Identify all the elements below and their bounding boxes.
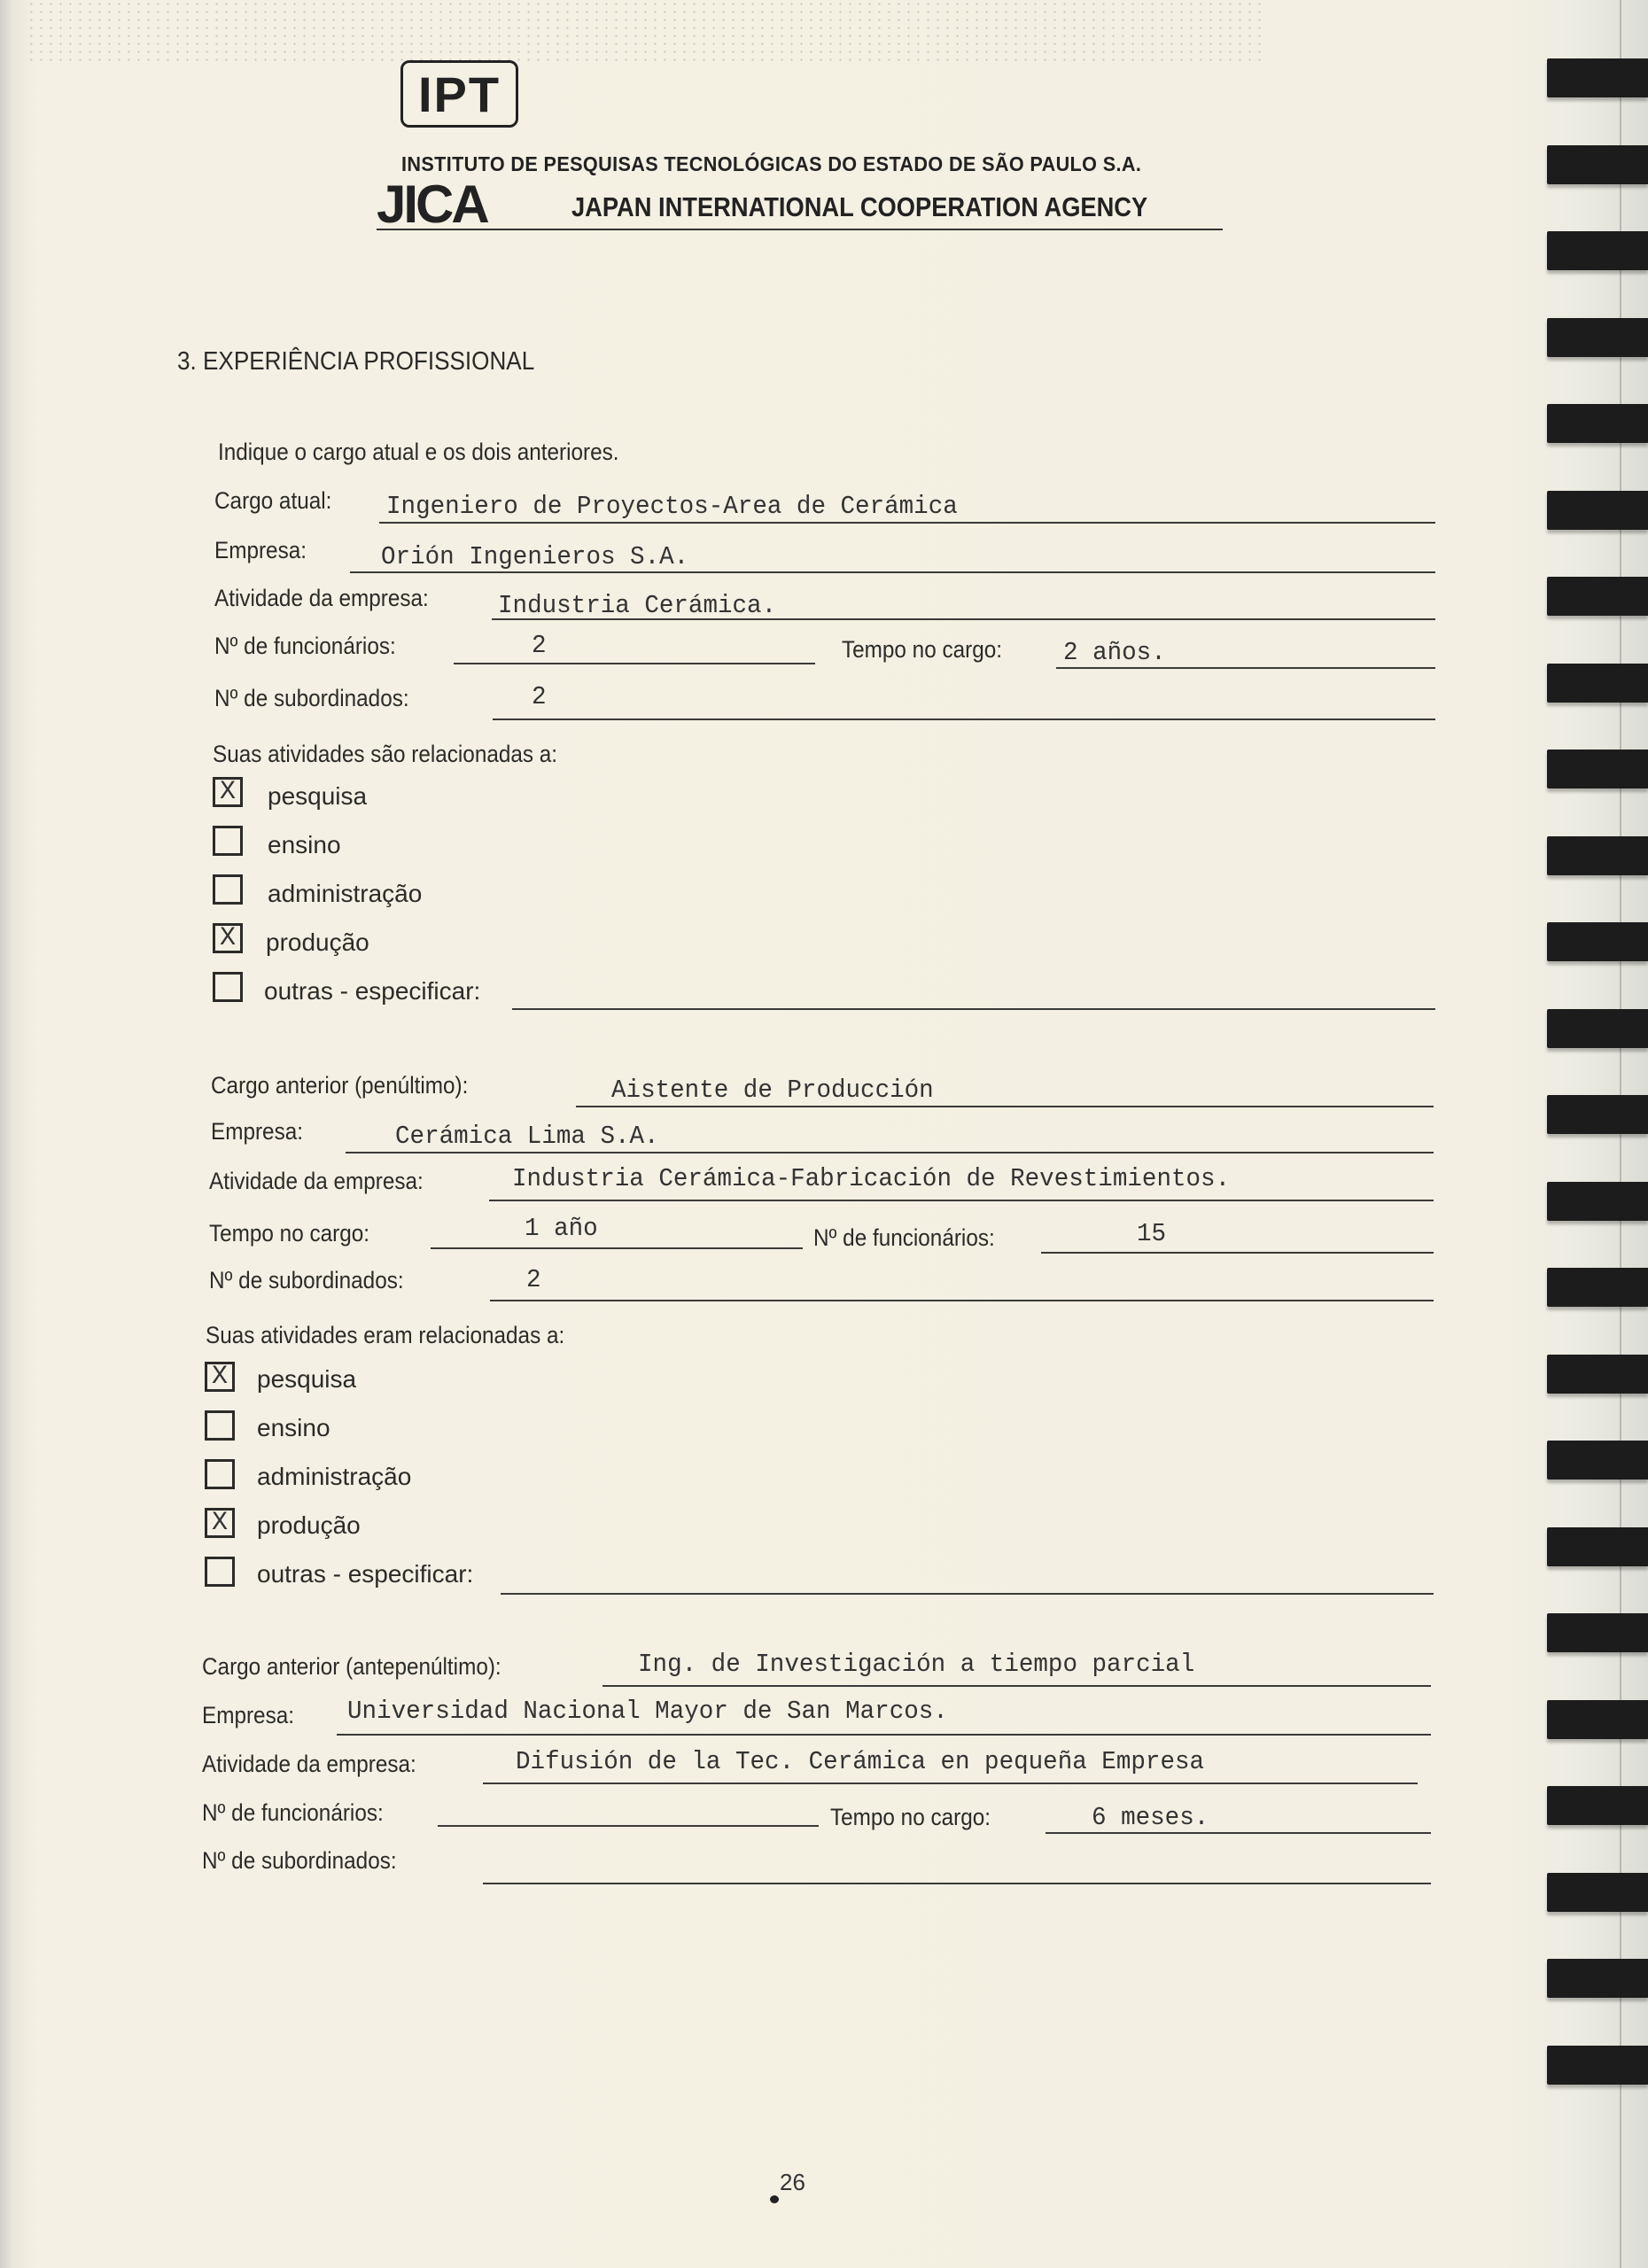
- binding-strip: [1547, 1441, 1648, 1480]
- funcionarios-line: [1041, 1252, 1434, 1254]
- jica-header: [377, 174, 1223, 234]
- cargo-antepenultimo-label: Cargo anterior (antepenúltimo):: [202, 1653, 501, 1680]
- funcionarios-label: Nº de funcionários:: [813, 1224, 995, 1251]
- checkbox-pesquisa[interactable]: X: [213, 777, 243, 807]
- checkbox-label: administração: [268, 880, 423, 907]
- binding-strip: [1547, 1095, 1648, 1134]
- checkbox-label: pesquisa: [268, 782, 368, 810]
- tempo-line: [1046, 1832, 1431, 1834]
- checkbox-label: produção: [266, 928, 369, 956]
- funcionarios-label: Nº de funcionários:: [202, 1799, 384, 1826]
- binding-strip: [1547, 836, 1648, 875]
- header-rule: [377, 229, 1223, 230]
- cargo-penultimo-field[interactable]: Aistente de Producción: [611, 1076, 934, 1105]
- binding-strip: [1547, 58, 1648, 97]
- ipt-logo: IPT: [400, 60, 518, 128]
- cargo-penultimo-line: [576, 1106, 1434, 1107]
- empresa-label: Empresa:: [214, 537, 307, 563]
- checkbox-label: ensino: [268, 831, 341, 858]
- empresa-line: [350, 571, 1435, 573]
- atividade-field[interactable]: Industria Cerámica.: [498, 591, 777, 620]
- atividade-label: Atividade da empresa:: [202, 1751, 416, 1777]
- binding-strip: [1547, 404, 1648, 443]
- checkbox-label: ensino: [257, 1414, 330, 1441]
- activities-label: Suas atividades são relacionadas a:: [213, 741, 558, 767]
- subordinados-line: [483, 1883, 1431, 1884]
- binding-strip: [1547, 1527, 1648, 1566]
- binding-strip: [1547, 750, 1648, 788]
- tempo-field[interactable]: 6 meses.: [1092, 1803, 1209, 1832]
- subordinados-label: Nº de subordinados:: [214, 685, 409, 711]
- binding-strip: [1547, 664, 1648, 703]
- spiral-binding: [1547, 0, 1648, 2268]
- funcionarios-label: Nº de funcionários:: [214, 633, 396, 659]
- binding-strip: [1547, 231, 1648, 270]
- checkbox-outras[interactable]: [213, 972, 243, 1002]
- checkbox-administracao[interactable]: [205, 1459, 235, 1489]
- binding-strip: [1547, 145, 1648, 184]
- empresa-line: [337, 1734, 1431, 1736]
- empresa-line: [346, 1152, 1434, 1153]
- binding-strip: [1547, 2046, 1648, 2085]
- cargo-antepenultimo-field[interactable]: Ing. de Investigación a tiempo parcial: [638, 1650, 1195, 1679]
- checkbox-producao[interactable]: X: [213, 923, 243, 953]
- binding-strip: [1547, 922, 1648, 961]
- binding-strip: [1547, 1009, 1648, 1048]
- institute-name: INSTITUTO DE PESQUISAS TECNOLÓGICAS DO ESTADO DE SÃO PAULO S.A.: [401, 152, 1142, 175]
- checkbox-outras[interactable]: [205, 1557, 235, 1587]
- binding-strip: [1547, 491, 1648, 530]
- subordinados-label: Nº de subordinados:: [209, 1267, 404, 1293]
- empresa-field[interactable]: Universidad Nacional Mayor de San Marcos.: [347, 1697, 948, 1726]
- checkbox-label: pesquisa: [257, 1365, 357, 1393]
- empresa-label: Empresa:: [202, 1702, 294, 1728]
- empresa-field[interactable]: Orión Ingenieros S.A.: [381, 542, 689, 571]
- tempo-field[interactable]: 1 año: [525, 1214, 598, 1243]
- checkbox-label: produção: [257, 1511, 361, 1539]
- checkbox-administracao[interactable]: [213, 874, 243, 905]
- tempo-label: Tempo no cargo:: [830, 1804, 991, 1830]
- atividade-field[interactable]: Industria Cerámica-Fabricación de Revestimientos.: [512, 1164, 1231, 1193]
- outras-line[interactable]: [501, 1593, 1434, 1595]
- checkbox-label: outras - especificar:: [264, 977, 481, 1005]
- binding-strip: [1547, 1613, 1648, 1652]
- subordinados-line: [493, 718, 1435, 720]
- atividade-line: [483, 1783, 1418, 1784]
- binding-strip: [1547, 1873, 1648, 1912]
- binding-strip: [1547, 318, 1648, 357]
- binding-strip: [1547, 1700, 1648, 1739]
- jica-logo: JICA: [377, 175, 487, 234]
- atividade-label: Atividade da empresa:: [214, 585, 429, 611]
- binding-strip: [1547, 1786, 1648, 1825]
- binding-strip: [1547, 577, 1648, 616]
- instruction-text: Indique o cargo atual e os dois anteriores.: [218, 439, 619, 465]
- cargo-atual-line: [379, 522, 1435, 524]
- funcionarios-field[interactable]: 15: [1137, 1219, 1167, 1248]
- cargo-atual-label: Cargo atual:: [214, 487, 332, 514]
- binding-strip: [1547, 1959, 1648, 1998]
- subordinados-line: [490, 1300, 1434, 1301]
- ink-blot: [770, 2195, 779, 2203]
- subordinados-label: Nº de subordinados:: [202, 1847, 397, 1874]
- cargo-antepenultimo-line: [602, 1685, 1431, 1687]
- tempo-field[interactable]: 2 años.: [1063, 638, 1166, 667]
- atividade-field[interactable]: Difusión de la Tec. Cerámica en pequeña Empresa: [516, 1747, 1205, 1776]
- funcionarios-line: [438, 1825, 819, 1827]
- funcionarios-field[interactable]: 2: [532, 631, 547, 660]
- tempo-label: Tempo no cargo:: [842, 636, 1003, 663]
- subordinados-field[interactable]: 2: [526, 1265, 541, 1294]
- checkbox-producao[interactable]: X: [205, 1508, 235, 1538]
- empresa-label: Empresa:: [211, 1118, 303, 1145]
- checkbox-pesquisa[interactable]: X: [205, 1362, 235, 1392]
- cargo-atual-field[interactable]: Ingeniero de Proyectos-Area de Cerámica: [386, 492, 958, 521]
- checkbox-label: outras - especificar:: [257, 1560, 474, 1588]
- tempo-line: [1056, 667, 1435, 669]
- funcionarios-line: [454, 663, 815, 664]
- checkbox-ensino[interactable]: [213, 826, 243, 856]
- atividade-label: Atividade da empresa:: [209, 1168, 424, 1194]
- outras-line[interactable]: [512, 1008, 1435, 1010]
- tempo-line: [431, 1247, 803, 1249]
- section-title: 3. EXPERIÊNCIA PROFISSIONAL: [177, 347, 535, 376]
- activities-label: Suas atividades eram relacionadas a:: [206, 1322, 565, 1348]
- agency-name: JAPAN INTERNATIONAL COOPERATION AGENCY: [571, 191, 1148, 222]
- subordinados-field[interactable]: 2: [532, 682, 547, 711]
- cargo-penultimo-label: Cargo anterior (penúltimo):: [211, 1072, 469, 1099]
- binding-strip: [1547, 1355, 1648, 1394]
- binding-strip: [1547, 1182, 1648, 1221]
- empresa-field[interactable]: Cerámica Lima S.A.: [395, 1122, 659, 1151]
- checkbox-label: administração: [257, 1463, 412, 1490]
- tempo-label: Tempo no cargo:: [209, 1220, 370, 1247]
- scan-speckle: [27, 0, 1267, 62]
- atividade-line: [489, 1200, 1434, 1201]
- binding-strip: [1547, 1268, 1648, 1307]
- checkbox-ensino[interactable]: [205, 1410, 235, 1441]
- page-number: 26: [780, 2169, 805, 2195]
